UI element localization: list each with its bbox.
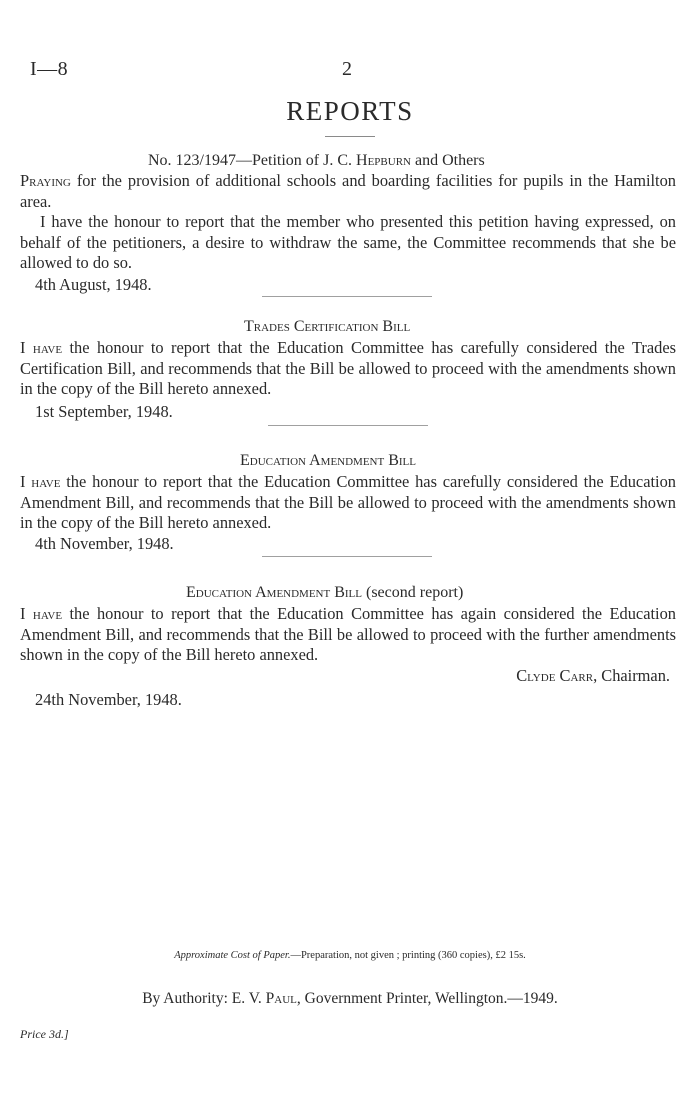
petition-prayer-text: for the provision of additional schools and boarding facilities for pupils in the Hamilton area. (20, 171, 676, 211)
section-divider (262, 556, 432, 557)
education-bill-second-heading (186, 584, 463, 602)
education-bill-lead: I have (20, 472, 61, 491)
price-note: Price 3d.] (20, 1027, 69, 1041)
education-bill-second-text: the honour to report that the Education Committee has again considered the Education Amendment Bill, and recommends that the Bill be allowed to proceed with the further amendments shown in the copy of the Bill hereto annexed. (20, 604, 676, 664)
education-bill-second-heading-suffix: (second report) (362, 584, 464, 601)
authority-prefix: By Authority: E. V. (142, 990, 266, 1007)
petition-heading-suffix: and Others (410, 152, 485, 169)
cost-note-label: Approximate Cost of Paper. (174, 950, 291, 961)
education-bill-heading (240, 452, 416, 470)
trades-bill-heading (244, 318, 410, 336)
page-number: 2 (342, 58, 352, 80)
petition-heading (148, 152, 485, 170)
chairman-name: Clyde Carr (516, 666, 594, 685)
printer-name: Paul (265, 990, 297, 1007)
document-reference: I—8 (30, 58, 69, 80)
cost-note-text: —Preparation, not given ; printing (360 copies), £2 15s. (290, 950, 526, 961)
petition-report-text: I have the honour to report that the member who presented this petition having expressed, on behalf of the petitioners, a desire to withdraw the same, the Committee recommends that she be allowed to do so. (20, 212, 676, 272)
title-divider (325, 136, 375, 137)
education-bill-second-lead: I have (20, 604, 63, 623)
trades-bill-report (20, 338, 676, 400)
trades-bill-date: 1st September, 1948. (35, 402, 173, 421)
section-divider (262, 296, 432, 297)
education-bill-body (20, 472, 676, 534)
chairman-title: , Chairman. (593, 666, 670, 685)
trades-bill-heading-text: Trades Certification Bill (244, 318, 411, 335)
chairman-signature (516, 666, 670, 686)
petition-date: 4th August, 1948. (35, 275, 152, 294)
printer-authority (0, 990, 700, 1008)
cost-note (0, 950, 700, 961)
page-title: REPORTS (286, 96, 414, 126)
education-bill-date: 4th November, 1948. (35, 534, 174, 553)
education-bill-heading-text: Education Amendment Bill (240, 452, 416, 469)
education-bill-second-heading-text: Education Amendment Bill (186, 584, 362, 601)
petition-body (20, 171, 676, 274)
education-bill-text: the honour to report that the Education Committee has carefully considered the Education Amendment Bill, and recommends that the Bill be allowed to proceed with the amendments shown in the copy of the Bill hereto annexed. (20, 472, 676, 532)
petition-prayer (20, 171, 676, 212)
authority-suffix: , Government Printer, Wellington.—1949. (296, 990, 558, 1007)
trades-bill-text: the honour to report that the Education Committee has carefully considered the Trades Certification Bill, and recommends that the Bill be allowed to proceed with the amendments shown in the copy of the Bill hereto annexed. (20, 338, 676, 398)
education-bill-second-report (20, 604, 676, 666)
petition-heading-name: Hepburn (356, 152, 411, 169)
education-bill-report (20, 472, 676, 534)
education-bill-second-date: 24th November, 1948. (35, 690, 182, 709)
education-bill-second-body (20, 604, 676, 666)
section-divider (268, 425, 428, 426)
trades-bill-body (20, 338, 676, 400)
petition-prayer-lead: Praying (20, 171, 71, 190)
petition-heading-prefix: No. 123/1947—Petition of J. C. (148, 152, 357, 169)
trades-bill-lead: I have (20, 338, 63, 357)
